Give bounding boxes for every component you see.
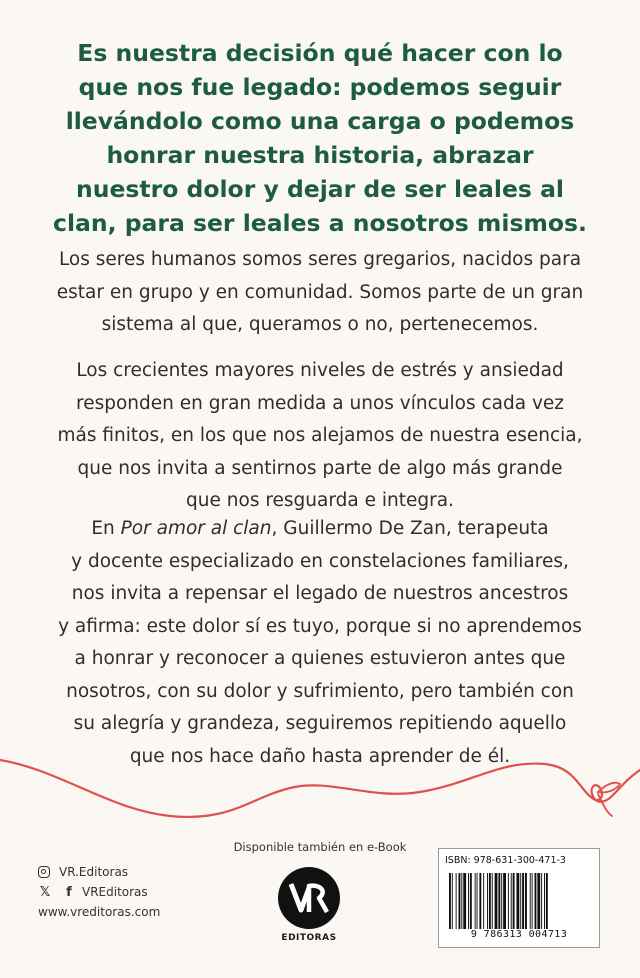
ebook-availability: Disponible también en e-Book <box>233 840 407 854</box>
barcode-bar <box>452 873 453 929</box>
website-link[interactable]: www.vreditoras.com <box>38 905 161 919</box>
paragraph-line: que nos hace daño hasta aprender de él. <box>129 745 511 767</box>
paragraph-line: a honrar y reconocer a quienes estuvieron antes que <box>74 648 566 669</box>
paragraph-2 <box>20 355 620 518</box>
isbn-barcode-box <box>438 848 600 948</box>
paragraph-3 <box>20 513 620 773</box>
paragraph-line: que nos invita a sentirnos parte de algo más grande <box>77 457 563 479</box>
barcode-bar <box>456 873 457 929</box>
barcode-bar <box>511 873 512 929</box>
paragraph-line: y docente especializado en constelaciones familiares, <box>71 550 569 572</box>
barcode-bar <box>535 873 537 929</box>
social-links <box>38 862 160 922</box>
barcode-bar <box>495 873 498 929</box>
paragraph-line: que nos resguarda e integra. <box>186 490 454 511</box>
line-suffix: , Guillermo De Zan, terapeuta <box>271 518 549 539</box>
barcode-bar <box>501 873 502 929</box>
publisher-name: EDITORAS <box>281 933 337 943</box>
x-icon: 𝕏 <box>39 884 51 900</box>
barcode-bar <box>479 873 481 929</box>
paragraph-1 <box>20 244 620 342</box>
book-title: Por amor al clan <box>120 518 272 539</box>
instagram-handle[interactable]: VR.Editoras <box>59 865 129 879</box>
paragraph-line: nos invita a repensar el legado de nuestros ancestros <box>71 583 569 604</box>
paragraph-line: su alegría y grandeza, seguiremos repitiendo aquello <box>73 713 567 734</box>
highlight-line: clan, para ser leales a nosotros mismos. <box>53 209 587 237</box>
barcode-bar <box>477 873 478 929</box>
paragraph-line: más finitos, en los que nos alejamos de nuestra esencia, <box>57 425 583 446</box>
x-facebook-handle[interactable]: VREditoras <box>82 885 148 899</box>
barcode-bar <box>483 873 484 929</box>
paragraph-line <box>20 513 620 546</box>
highlight-line: Es nuestra decisión qué hacer con lo <box>77 39 563 67</box>
facebook-icon: f <box>66 884 72 900</box>
barcode-bar <box>520 873 521 929</box>
highlight-line: llevándolo como una carga o podemos <box>65 107 575 135</box>
barcode-bar <box>459 873 461 929</box>
vr-editoras-logo <box>277 866 341 930</box>
barcode-graphic <box>447 873 593 929</box>
website-row <box>38 902 160 922</box>
barcode-bar <box>508 873 509 929</box>
barcode-bar <box>532 873 533 929</box>
barcode-bar <box>522 873 524 929</box>
paragraph-line: Los seres humanos somos seres gregarios, nacidos para <box>58 249 582 270</box>
barcode-bar <box>475 873 476 929</box>
x-facebook-row <box>38 882 160 902</box>
barcode-bar <box>503 873 506 929</box>
highlight-line: que nos fue legado: podemos seguir <box>78 73 562 101</box>
barcode-bar <box>516 873 519 929</box>
red-ribbon-illustration <box>0 740 640 840</box>
isbn-label: ISBN: 978-631-300-471-3 <box>445 855 566 866</box>
barcode-bar <box>487 873 488 929</box>
paragraph-line: sistema al que, queramos o no, pertenecemos. <box>101 314 539 335</box>
barcode-bar <box>498 873 500 929</box>
barcode-digits: 9 786313 004713 <box>470 929 568 940</box>
paragraph-line: Los crecientes mayores niveles de estrés y ansiedad <box>76 360 564 381</box>
barcode-bar <box>541 873 542 929</box>
barcode-bar <box>463 873 466 929</box>
instagram-icon <box>38 866 50 878</box>
barcode-bar <box>470 873 472 929</box>
paragraph-line: estar en grupo y en comunidad. Somos parte de un gran <box>56 281 584 303</box>
barcode-bar <box>489 873 491 929</box>
line-prefix: En <box>91 518 121 539</box>
barcode-bar <box>492 873 493 929</box>
highlight-quote <box>30 36 610 240</box>
highlight-line: honrar nuestra historia, abrazar <box>106 141 534 169</box>
instagram-row <box>38 862 160 882</box>
barcode-bar <box>525 873 527 929</box>
paragraph-line: y afirma: este dolor sí es tuyo, porque si no aprendemos <box>58 615 582 637</box>
barcode-bar <box>449 873 451 929</box>
barcode-bar <box>468 873 469 929</box>
barcode-bar <box>530 873 531 929</box>
paragraph-line: responden en gran medida a unos vínculos cada vez <box>76 392 564 414</box>
barcode-bar <box>544 873 545 929</box>
barcode-bar <box>461 873 462 929</box>
barcode-bar <box>513 873 515 929</box>
highlight-line: nuestro dolor y dejar de ser leales al <box>76 175 564 203</box>
paragraph-line: nosotros, con su dolor y sufrimiento, pero también con <box>66 680 574 702</box>
barcode-bar <box>537 873 540 929</box>
barcode-bar <box>546 873 548 929</box>
